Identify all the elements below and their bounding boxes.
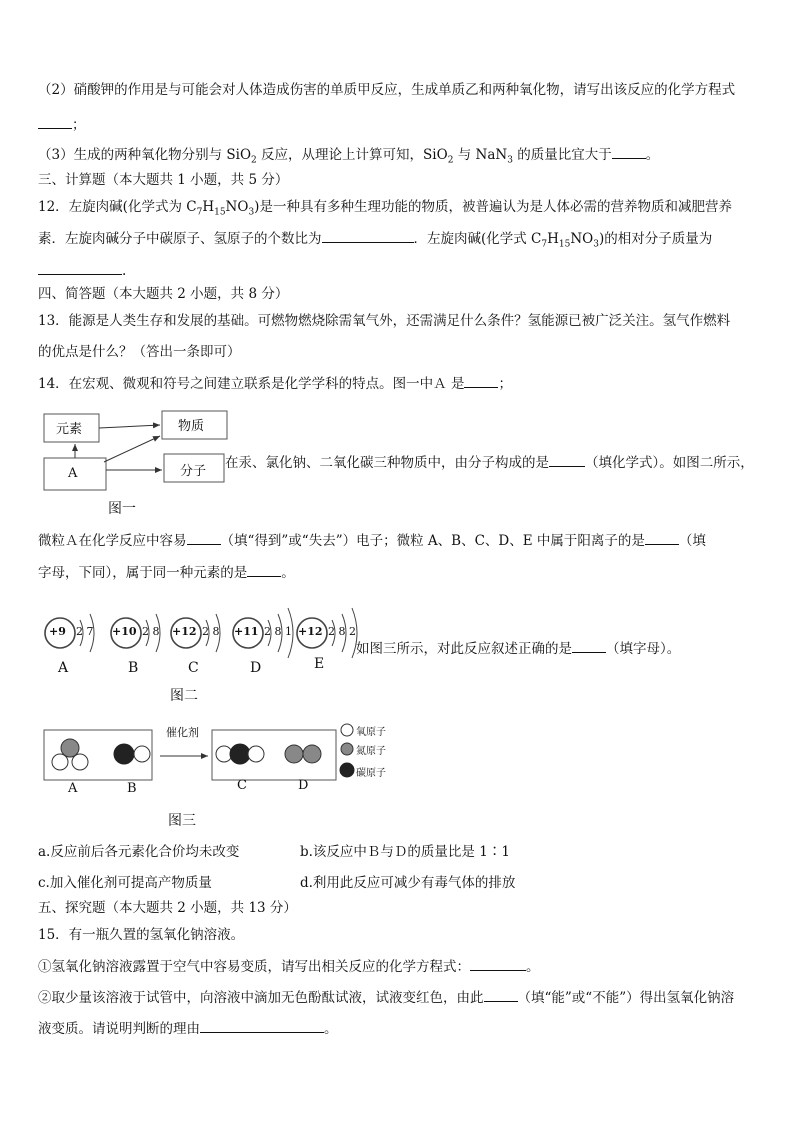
legend-oxygen-swatch (341, 724, 353, 736)
fig1-box-a-label: A (68, 466, 78, 481)
carbon-atom (114, 744, 134, 764)
atom-b-shells: 2 8 (142, 625, 160, 638)
answer-blank[interactable] (464, 373, 498, 388)
legend-oxygen-label: 氧原子 (356, 727, 386, 738)
q12-line1: 12．左旋肉碱(化学式为 $C_7H_{15}NO_3$)是一种具有多种生理功能的物质，被普遍认为是人体必需的营养物质和减肥营养 (38, 199, 732, 218)
q13-line2: 的优点是什么？（答出一条即可） (38, 344, 241, 360)
q12-line2: 素．左旋肉碱分子中碳原子、氢原子的个数比为 ．左旋肉碱(化学式 $C_7H_{15}NO_3$)的相对分子质量为 (38, 228, 712, 255)
fig1-box-substance-label: 物质 (178, 419, 205, 434)
option-a[interactable]: a.反应前后各元素化合价均未改变 (38, 844, 240, 860)
answer-blank[interactable] (38, 260, 122, 275)
atom-c-nucleus: +12 (172, 625, 197, 638)
atom-e-shells: 2 8 2 (328, 625, 356, 638)
q14-line1: 14．在宏观、微观和符号之间建立联系是化学学科的特点。图一中Ａ 是 ； (38, 373, 512, 394)
figure-2-diagram (40, 598, 360, 678)
legend-carbon-label: 碳原子 (356, 768, 386, 779)
option-b[interactable]: b.该反应中Ｂ与Ｄ的质量比是 1∶1 (300, 844, 510, 860)
answer-blank[interactable] (612, 144, 646, 159)
answer-blank[interactable] (187, 530, 221, 545)
section-3-title: 三、计算题（本大题共 1 小题，共 5 分） (38, 172, 289, 188)
atom-a-nucleus: +9 (49, 625, 66, 638)
answer-blank[interactable] (549, 452, 585, 467)
q15-line1: 15．有一瓶久置的氢氧化钠溶液。 (38, 927, 245, 943)
legend-carbon-swatch (340, 763, 354, 777)
nitrogen-atom (61, 739, 79, 757)
oxygen-atom (52, 754, 68, 770)
answer-blank[interactable] (247, 562, 281, 577)
q11-part3-line: （3）生成的两种氧化物分别与 SiO$_2$ 反应，从理论上计算可知，SiO$_2$ 与 NaN$_3$ 的质量比宜大于 。 (38, 144, 659, 171)
atom-d-shells: 2 8 1 (264, 625, 292, 638)
answer-blank[interactable] (470, 956, 526, 971)
q14-line5: 如图三所示，对此反应叙述正确的是 （填字母）。 (356, 638, 680, 659)
atom-e-nucleus: +12 (298, 625, 323, 638)
figure-3-diagram (42, 716, 402, 804)
legend-nitrogen-label: 氮原子 (356, 746, 386, 757)
atom-b-nucleus: +10 (112, 625, 137, 638)
q14-line4: 字母，下同），属于同一种元素的是 。 (38, 562, 295, 583)
q11-part2-line: （2）硝酸钾的作用是与可能会对人体造成伤害的单质甲反应，生成单质乙和两种氧化物，请写出该反应的化学方程式 (38, 82, 736, 98)
option-c[interactable]: c.加入催化剂可提高产物质量 (38, 875, 212, 891)
fig3-label-a: A (68, 781, 78, 796)
atom-a-shells: 2 7 (76, 625, 94, 638)
answer-blank[interactable] (38, 114, 72, 129)
section-4-title: 四、简答题（本大题共 2 小题，共 8 分） (38, 286, 289, 302)
q14-line3: 微粒Ａ在化学反应中容易 （填“得到”或“失去”）电子；微粒 A、B、C、D、E 中属于阳离子的是 （填 (38, 530, 706, 551)
fig3-label-c: C (237, 778, 247, 793)
legend-nitrogen-swatch (341, 743, 353, 755)
answer-blank[interactable] (200, 1018, 324, 1033)
answer-blank[interactable] (322, 228, 414, 243)
q12-line3: . (38, 260, 126, 281)
atom-a-label: A (58, 660, 69, 676)
oxygen-atom (134, 746, 150, 762)
q13-line1: 13．能源是人类生存和发展的基础。可燃物燃烧除需氧气外，还需满足什么条件？氢能源已被广泛关注。氢气作燃料 (38, 313, 731, 329)
atom-c-label: C (188, 660, 199, 676)
answer-blank[interactable] (572, 638, 606, 653)
oxygen-atom (72, 754, 88, 770)
q15-line3: ②取少量该溶液于试管中，向溶液中滴加无色酚酞试液，试液变红色，由此 （填“能”或“不能”）得出氢氧化钠溶 (38, 987, 734, 1008)
q14-line2: 在汞、氯化钠、二氧化碳三种物质中，由分子构成的是 （填化学式）。如图二所示， (225, 452, 754, 473)
q15-line4: 液变质。请说明判断的理由 。 (38, 1018, 338, 1039)
figure-3-caption: 图三 (168, 813, 196, 829)
carbon-atom (230, 744, 250, 764)
option-d[interactable]: d.利用此反应可减少有毒气体的排放 (300, 875, 516, 891)
fig3-label-b: B (127, 781, 137, 796)
atom-d-label: D (250, 660, 262, 676)
fig1-box-molecule-label: 分子 (180, 464, 207, 479)
atom-e-label: E (314, 656, 325, 672)
nitrogen-atom (303, 745, 321, 763)
fig1-box-element-label: 元素 (56, 422, 83, 437)
atom-d-nucleus: +11 (234, 625, 259, 638)
answer-blank[interactable] (484, 987, 518, 1002)
answer-blank[interactable] (645, 530, 679, 545)
oxygen-atom (248, 746, 264, 762)
nitrogen-atom (285, 745, 303, 763)
fig3-label-d: D (298, 778, 309, 793)
catalyst-label: 催化剂 (166, 726, 199, 739)
q11-part2-answer-line: ； (38, 114, 86, 135)
q15-line2: ①氢氧化钠溶液露置于空气中容易变质，请写出相关反应的化学方程式： 。 (38, 956, 540, 977)
figure-1-caption: 图一 (108, 501, 136, 517)
atom-c-shells: 2 8 (202, 625, 220, 638)
section-5-title: 五、探究题（本大题共 2 小题，共 13 分） (38, 900, 297, 916)
atom-b-label: B (128, 660, 139, 676)
figure-2-caption: 图二 (170, 688, 198, 704)
